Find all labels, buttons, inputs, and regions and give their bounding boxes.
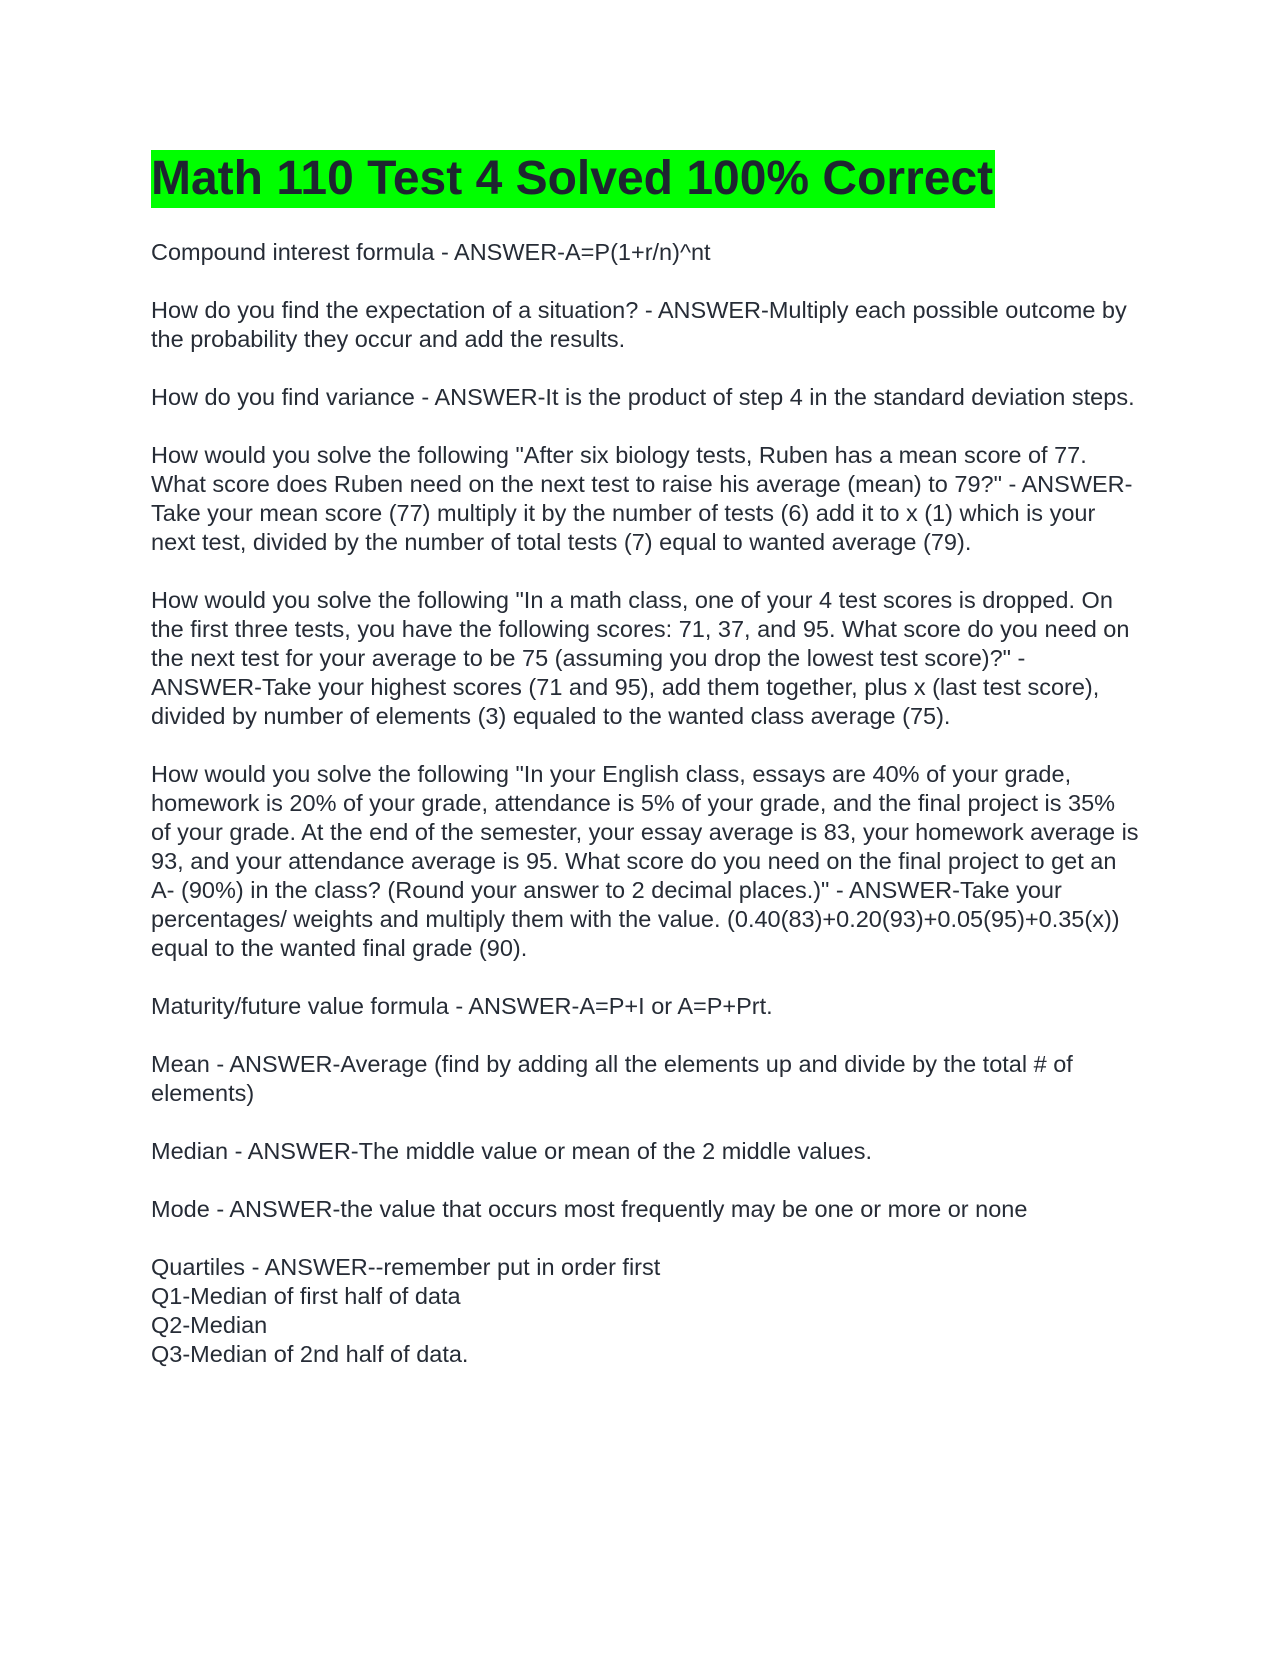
quartiles-heading: Quartiles - ANSWER--remember put in order first	[151, 1254, 661, 1280]
entry-compound-interest: Compound interest formula - ANSWER-A=P(1+r/n)^nt	[151, 239, 711, 265]
quartiles-q3: Q3-Median of 2nd half of data.	[151, 1341, 469, 1367]
entry-median: Median - ANSWER-The middle value or mean of the 2 middle values.	[151, 1138, 872, 1164]
entry-math-class-dropped: How would you solve the following "In a math class, one of your 4 test scores is dropped. On the first three tests, you have the following scores: 71, 37, and 95. What score do you need on the next test for your average to be 75 (assuming you drop the lowest test score)?" - ANSWER-Take your highest scores (71 and 95), add them together, plus x (last test score), divided by number of elements (3) equaled to the wanted class average (75).	[151, 587, 1130, 729]
entry-quartiles	[151, 1253, 1141, 1369]
entry-maturity-value: Maturity/future value formula - ANSWER-A=P+I or A=P+Prt.	[151, 993, 773, 1019]
document-page	[151, 150, 1141, 1398]
entry-mean: Mean - ANSWER-Average (find by adding all the elements up and divide by the total # of elements)	[151, 1051, 1073, 1106]
quartiles-q2: Q2-Median	[151, 1312, 268, 1338]
entry-english-class: How would you solve the following "In your English class, essays are 40% of your grade, homework is 20% of your grade, attendance is 5% of your grade, and the final project is 35% of your grade. At the end of the semester, your essay average is 83, your homework average is 93, and your attendance average is 95. What score do you need on the final project to get an A- (90%) in the class? (Round your answer to 2 decimal places.)" - ANSWER-Take your percentages/ weights and multiply them with the value. (0.40(83)+0.20(93)+0.05(95)+0.35(x)) equal to the wanted final grade (90).	[151, 761, 1139, 961]
quartiles-q1: Q1-Median of first half of data	[151, 1283, 461, 1309]
entry-expectation: How do you find the expectation of a situation? - ANSWER-Multiply each possible outcome by the probability they occur and add the results.	[151, 297, 1127, 352]
entry-mode: Mode - ANSWER-the value that occurs most frequently may be one or more or none	[151, 1196, 1028, 1222]
entry-ruben-biology: How would you solve the following "After six biology tests, Ruben has a mean score of 77. What score does Ruben need on the next test to raise his average (mean) to 79?" - ANSWER-Take your mean score (77) multiply it by the number of tests (6) add it to x (1) which is your next test, divided by the number of total tests (7) equal to wanted average (79).	[151, 442, 1133, 555]
document-body	[151, 238, 1141, 1369]
entry-variance: How do you find variance - ANSWER-It is the product of step 4 in the standard deviation steps.	[151, 384, 1135, 410]
document-title: Math 110 Test 4 Solved 100% Correct	[151, 150, 995, 208]
